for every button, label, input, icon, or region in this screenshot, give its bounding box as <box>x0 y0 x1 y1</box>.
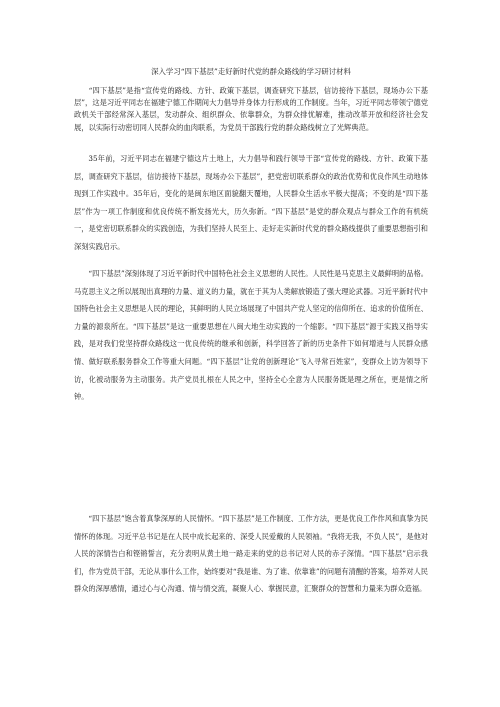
document-title: 深入学习“四下基层”走好新时代党的群众路线的学习研讨材料 <box>151 67 351 76</box>
paragraph-intro: “四下基层”是指“宣传党的路线、方针、政策下基层，调查研究下基层，信访接待下基层，现场办公下基层”，这是习近平同志在福建宁德工作期间大力倡导并身体力行形成的工作制度。当年，习近平同志带领宁德党政机关干部经常深入基层，发动群众、组织群众、依靠群众，为群众排忧解难，推动改革开放和经济社会发展，以实际行动密切同人民群众的血肉联系，为党员干部践行党的群众路线树立了光辉典范。 <box>74 86 428 132</box>
paragraph-people-sentiment: “四下基层”饱含着真挚深厚的人民情怀。“四下基层”是工作制度、工作方法，更是优良工作作风和真挚为民情怀的体现。习近平总书记是在人民中成长起来的、深受人民爱戴的人民领袖。“我将无我，不负人民”，是他对人民的深情告白和铿锵誓言，充分表明从黄土地一路走来的党的总书记对人民的赤子深情。“四下基层”启示我们，作为党员干部，无论从事什么工作，始终要对“我是谁、为了谁、依靠谁”的问题有清醒的答案，培养对人民群众的深厚感情，通过心与心沟通、情与情交流，凝聚人心、掌握民意，汇聚群众的智慧和力量来为群众造福。 <box>74 514 428 594</box>
paragraph-people-nature: “四下基层”深刻体现了习近平新时代中国特色社会主义思想的人民性。人民性是马克思主义最鲜明的品格。马克思主义之所以展现出真理的力量、道义的力量，就在于其为人类解放锻造了强大理论武器。习近平新时代中国特色社会主义思想是人民的理论，其鲜明的人民立场展现了中国共产党人坚定的信仰所在、追求的价值所在、力量的源泉所在。“四下基层”是这一重要思想在八闽大地生动实践的一个缩影。“四下基层”源于实践又指导实践，是对我们党坚持群众路线这一优良传统的继承和创新，科学回答了新的历史条件下如何增进与人民群众感情、做好联系服务群众工作等重大问题。“四下基层”让党的创新理论“飞入寻常百姓家”，变群众上访为领导下访，化被动服务为主动服务。共产党员扎根在人民之中，坚持全心全意为人民服务既是理之所在，更是情之所钟。 <box>74 269 428 402</box>
paragraph-history: 35年前，习近平同志在福建宁德这片土地上，大力倡导和践行领导干部“宣传党的路线、方针、政策下基层，调查研究下基层，信访接待下基层，现场办公下基层”，把党密切联系群众的政治优势和优良作风生动地体现到工作实践中。35年后，变化的是闽东地区面貌翻天覆地，人民群众生活水平极大提高；不变的是“四下基层”作为一项工作制度和优良传统不断发扬光大，历久弥新。“四下基层”是党的群众观点与群众工作的有机统一，是党密切联系群众的实践创造，为我们坚持人民至上、走好走实新时代党的群众路线提供了重要思想指引和深刻实践启示。 <box>74 154 428 251</box>
